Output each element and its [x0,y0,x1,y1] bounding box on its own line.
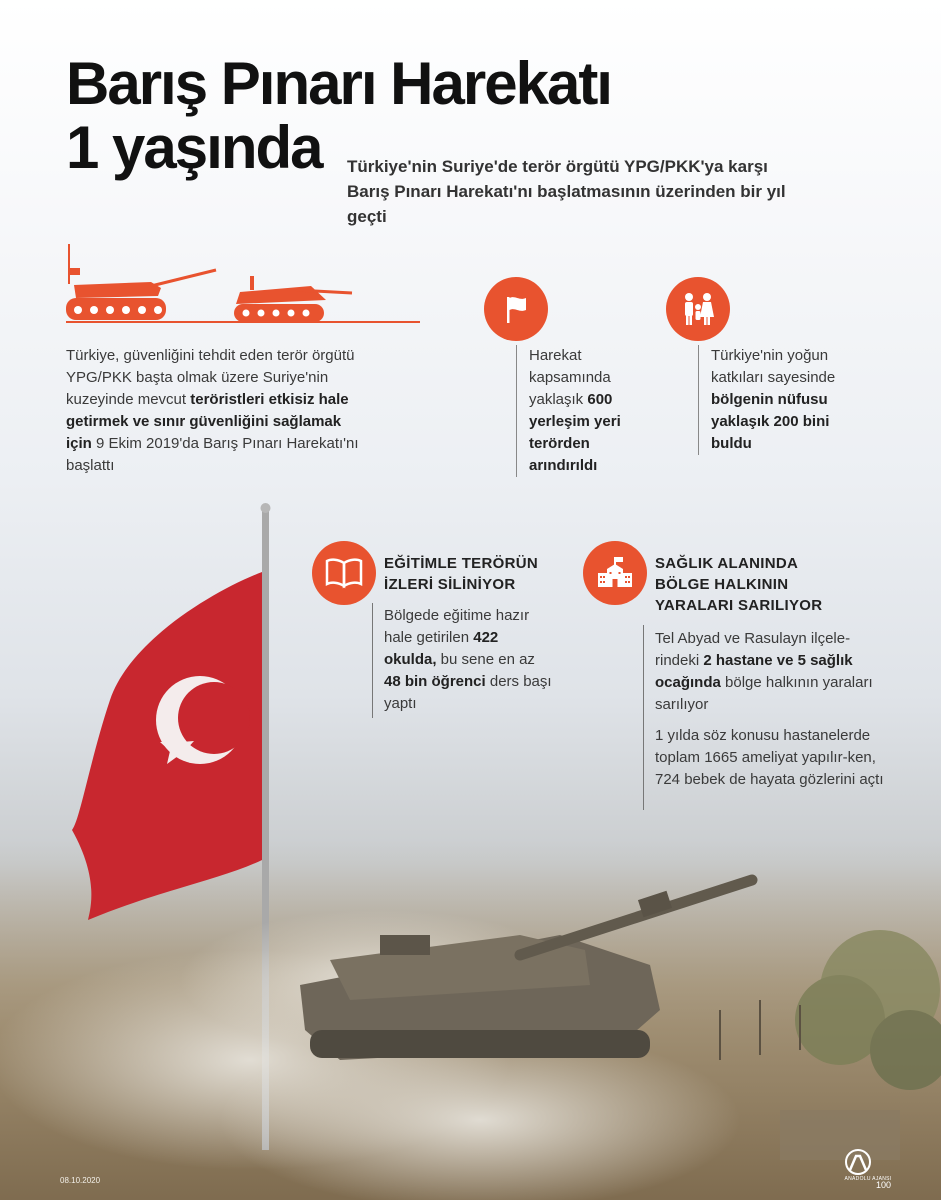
stat-settlements [516,345,639,477]
education-divider [372,603,373,718]
intro-text [66,345,366,477]
page-title: Barış Pınarı Harekatı 1 yaşında [66,50,611,181]
stat-settlements-bold: 600 yerleşim yeri terörden arındırıldı [529,391,621,474]
svg-text:100: 100 [876,1180,892,1190]
tank-illustration-icon [66,240,426,324]
education-pre: Bölgede eğitime hazır hale getirilen [384,607,530,646]
education-schools: 422 okulda, [384,629,499,668]
health-p1-post: bölge halkının yaraları sarılıyor [655,674,873,713]
stat-settlements-text: Harekat kapsamında yaklaşık [529,347,611,408]
subtitle: Türkiye'nin Suriye'de terör örgütü YPG/PKK'ya karşı Barış Pınarı Harekatı'nı başlatmasının üzerinden bir yıl geçti [347,157,786,226]
logo-caption: ANADOLU AJANSI [844,1176,892,1182]
education-post: ders başı yaptı [384,673,552,712]
intro-bold: teröristleri etkisiz hale getirmek ve sınır güvenliğini sağlamak için [66,391,349,452]
health-text-1 [655,628,890,716]
health-text-2: 1 yılda söz konusu hastanelerde toplam 1665 ameliyat yapılır-ken, 724 bebek de hayata gözlerini açtı [655,727,884,788]
family-icon [666,277,730,341]
flag-icon [484,277,548,341]
stat-population [698,345,841,455]
health-title: SAĞLIK ALANINDA BÖLGE HALKININ YARALARI SARILIYOR [655,555,823,614]
intro-part2: 9 Ekim 2019'da Barış Pınarı Harekatı'nı başlattı [66,435,359,474]
stat-population-text: Türkiye'nin yoğun katkıları sayesinde [711,347,836,386]
stat-population-bold: bölgenin nüfusu yaklaşık 200 bini buldu [711,391,830,452]
health-p1-pre: Tel Abyad ve Rasulayn ilçele-rindeki [655,630,851,669]
education-mid: bu sene en az [436,651,535,668]
education-students: 48 bin öğrenci [384,673,486,690]
anadolu-agency-logo [836,1148,900,1192]
intro-part1: Türkiye, güvenliğini tehdit eden terör örgütü YPG/PKK başta olmak üzere Suriye'nin kuzeyinde mevcut [66,347,355,408]
publish-date: 08.10.2020 [60,1176,101,1185]
health-facilities: 2 hastane ve 5 sağlık ocağında [655,652,853,691]
education-title: EĞİTİMLE TERÖRÜN İZLERİ SİLİNİYOR [384,555,538,593]
turkish-flag [72,572,262,920]
health-divider [643,625,644,810]
education-text [384,605,554,715]
hospital-icon [583,541,647,605]
divider-line [66,321,420,323]
book-icon [312,541,376,605]
